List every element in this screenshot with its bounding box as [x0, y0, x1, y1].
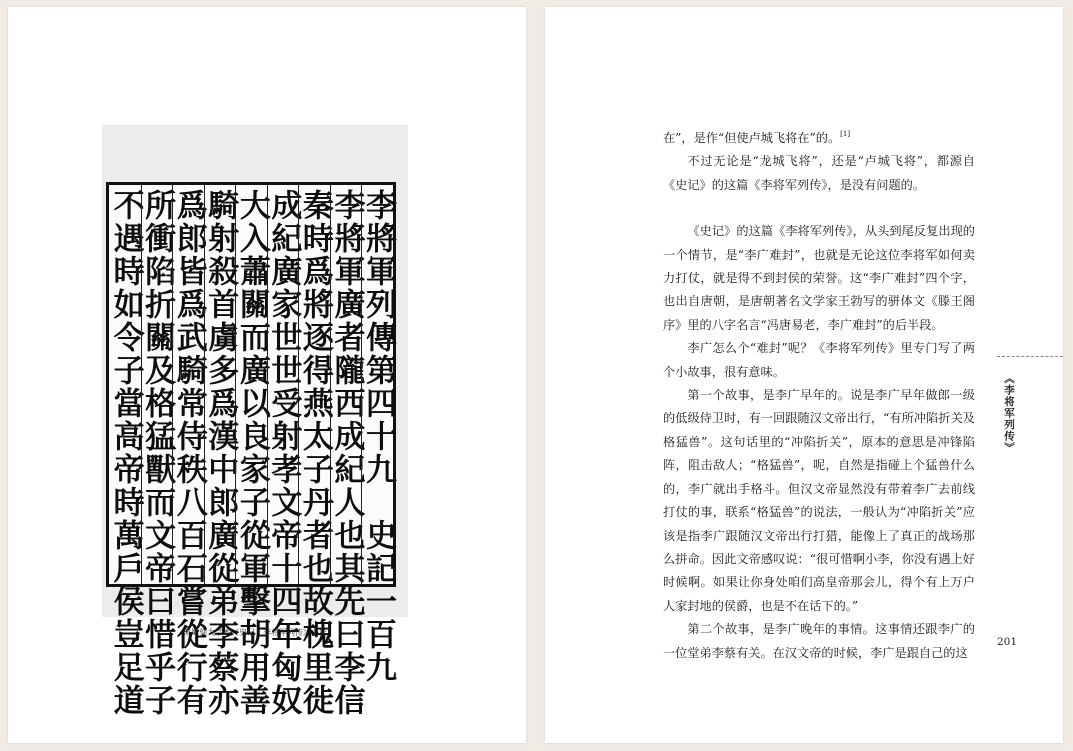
- paragraph: [663, 384, 975, 618]
- scan-text-column: 李將軍列傳第四十九 史記一百九: [361, 185, 393, 584]
- paragraph: [663, 123, 975, 150]
- chapter-side-tab: 《李将军列传》: [1003, 373, 1015, 454]
- figure-caption: 宋蜀刻大字本《史记・李将军列传》书影: [183, 628, 327, 637]
- paragraph-text: 在”，是作“但使卢城飞将在”的。: [663, 131, 841, 145]
- paragraph-text: 不过无论是“龙城飞将”，还是“卢城飞将”，都源自《史记》的这篇《李将军列传》，是没有问题的。: [663, 154, 975, 192]
- scan-text-column: 爲郎皆爲武騎常侍秩八百石嘗從行有: [172, 185, 204, 584]
- left-page: [8, 7, 526, 743]
- footnote-marker[interactable]: [1]: [840, 130, 851, 138]
- scan-text-column: 騎射殺首虜多爲漢中郎廣從弟李蔡亦: [204, 185, 236, 584]
- scan-text-column: 所衝陷折關及格猛獸而文帝曰惜乎子: [141, 185, 173, 584]
- scan-text-column: 大入蕭關而廣以良家子從軍擊胡用善: [235, 185, 267, 584]
- paragraph-text: 《史记》的这篇《李将军列传》，从头到尾反复出现的一个情节，是“李广难封”，也就是无论这位李将军如何卖力打仗，就是得不到封侯的荣誉。这“李广难封”四个字，也出自唐朝，是唐朝著名文学家王勃写的骈体文《滕王阁序》里的八字名言“冯唐易老，李广难封”的后半段。: [663, 224, 975, 332]
- page-number: 201: [997, 636, 1018, 648]
- paragraph-text: 第一个故事，是李广早年的。说是李广早年做郎一级的低级侍卫时，有一回跟随汉文帝出行，“有所冲陷折关及格猛兽”。这句话里的“冲陷折关”，原本的意思是冲锋陷阵，阻击敌人；“格猛兽”，呢，自然是指碰上个猛兽什么的，李广就出手格斗。但汉文帝显然没有带着李广去前线打仗的事，联系“格猛兽”的说法，一般认为“冲陷折关”应该是指李广跟随汉文帝出行打猎，能像上了真正的战场那么拼命。因此文帝感叹说：“很可惜啊小李，你没有遇上好时候啊。如果让你身处咱们高皇帝那会儿，得个有上万户人家封地的侯爵，也是不在话下的。”: [663, 388, 975, 613]
- body-text: [663, 123, 975, 665]
- paragraph: [663, 618, 975, 665]
- right-page: [545, 7, 1063, 743]
- paragraph: [663, 220, 975, 337]
- scan-text-column: 秦時爲將逐得燕太子丹者也故槐里徙: [298, 185, 330, 584]
- paragraph: [663, 150, 975, 197]
- paragraph-text: 第二个故事，是李广晚年的事情。这事情还跟李广的一位堂弟李蔡有关。在汉文帝的时候，李广是跟自己的这: [663, 622, 975, 660]
- paragraph: [663, 337, 975, 384]
- scan-text-column: 不遇時如令子當高帝時萬戶侯豈足道: [107, 189, 144, 717]
- scan-text-column: 李將軍廣者隴西成紀人也其先曰李信: [330, 185, 362, 584]
- side-divider: [997, 356, 1063, 357]
- paragraph-text: 李广怎么个“难封”呢？《李将军列传》里专门写了两个小故事，很有意味。: [663, 341, 975, 379]
- scan-text-column: 成紀廣家世世受射孝文帝十四年匈奴: [267, 185, 299, 584]
